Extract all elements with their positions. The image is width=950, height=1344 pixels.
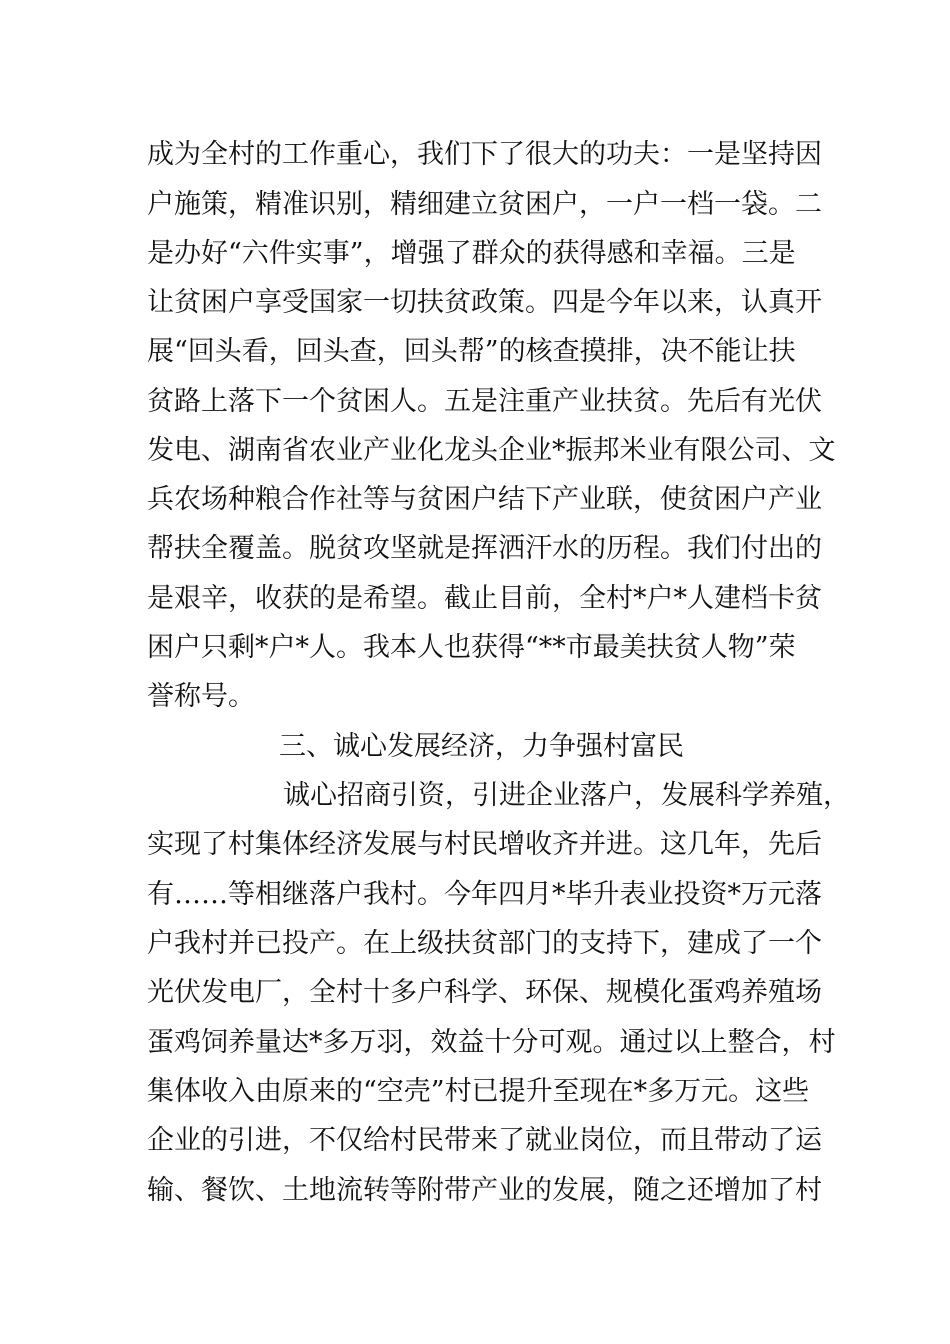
text-line: 有……等相继落户我村。今年四月*毕升表业投资*万元落: [147, 879, 822, 910]
text-line: 户施策，精准识别，精细建立贫困户，一户一档一袋。二: [147, 189, 822, 220]
text-line: 发电、湖南省农业产业化龙头企业*振邦米业有限公司、文: [147, 435, 836, 466]
text-line: 实现了村集体经济发展与村民增收齐并进。这几年，先后: [147, 829, 822, 860]
text-line: 企业的引进，不仅给村民带来了就业岗位，而且带动了运: [147, 1125, 822, 1156]
text-line: 蛋鸡饲养量达*多万羽，效益十分可观。通过以上整合，村: [147, 1027, 836, 1058]
text-line: 输、餐饮、土地流转等附带产业的发展，随之还增加了村: [147, 1175, 822, 1206]
section-heading: 三、诚心发展经济，力争强村富民: [279, 731, 684, 762]
text-line: 贫路上落下一个贫困人。五是注重产业扶贫。先后有光伏: [147, 386, 822, 417]
text-line: 集体收入由原来的“空壳”村已提升至现在*多万元。这些: [147, 1076, 810, 1107]
text-line: 光伏发电厂，全村十多户科学、环保、规模化蛋鸡养殖场: [147, 977, 822, 1008]
text-line: 是艰辛，收获的是希望。截止目前，全村*户*人建档卡贫: [147, 583, 822, 614]
text-line: 誉称号。: [147, 681, 255, 712]
text-line: 帮扶全覆盖。脱贫攻坚就是挥洒汗水的历程。我们付出的: [147, 533, 822, 564]
text-line: 困户只剩*户*人。我本人也获得“**市最美扶贫人物”荣: [147, 632, 796, 663]
text-line: 是办好“六件实事”，增强了群众的获得感和幸福。三是: [147, 238, 796, 269]
text-line: 让贫困户享受国家一切扶贫政策。四是今年以来，认真开: [147, 287, 822, 318]
text-line: 兵农场种粮合作社等与贫困户结下产业联，使贫困户产业: [147, 484, 822, 515]
text-line: 展“回头看，回头查，回头帮”的核查摸排，决不能让扶: [147, 336, 796, 367]
paragraph-first-line: 诚心招商引资，引进企业落户，发展科学养殖，: [283, 780, 850, 811]
text-line: 户我村并已投产。在上级扶贫部门的支持下，建成了一个: [147, 928, 822, 959]
text-line: 成为全村的工作重心，我们下了很大的功夫：一是坚持因: [147, 139, 822, 170]
